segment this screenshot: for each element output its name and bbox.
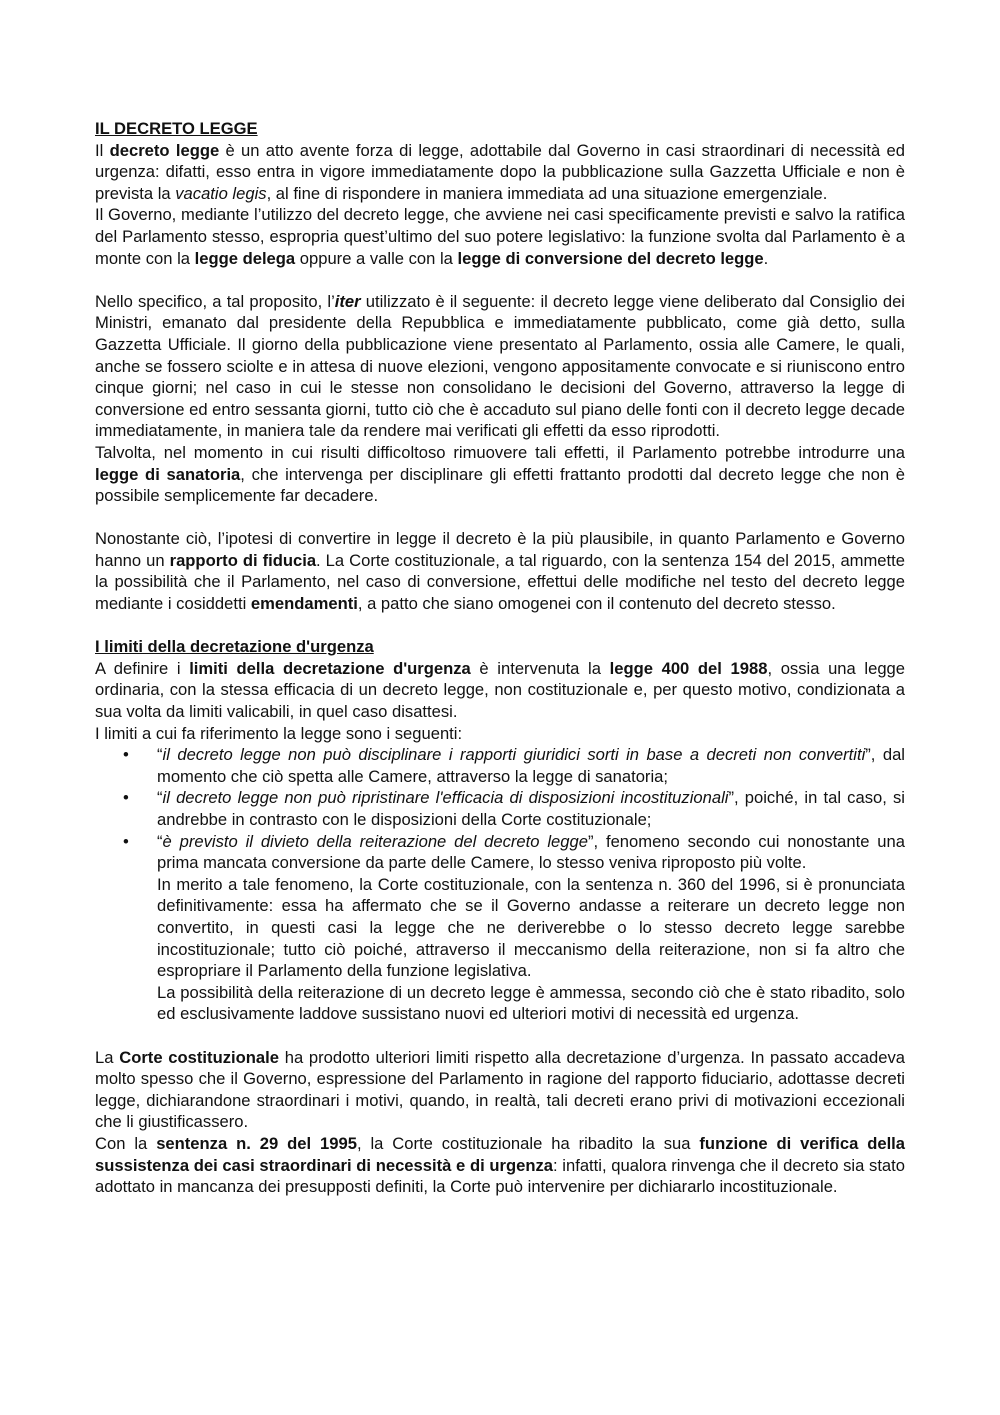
italic-term: vacatio legis — [175, 183, 267, 203]
list-subparagraph: La possibilità della reiterazione di un decreto legge è ammessa, secondo ciò che è stato ribadito, solo ed esclusivamente laddove sussistano nuovi ed ulteriori motivi di necessità ed urgenza. — [157, 982, 905, 1024]
paragraph: I limiti a cui fa riferimento la legge sono i seguenti: — [95, 723, 463, 743]
list-subparagraph: In merito a tale fenomeno, la Corte costituzionale, con la sentenza n. 360 del 1996, si è pronunciata definitivamente: essa ha affermato che se il Governo andasse a reiterare un decreto legge non convertito, in questi casi la legge che ne deriverebbe o lo stesso decreto legge sarebbe incostituzionale; tutto ciò poiché, attraverso il meccanismo della reiterazione, non si fa altro che espropriare il Parlamento della funzione legislativa. — [157, 874, 905, 981]
paragraph: Il decreto legge è un atto avente forza di legge, adottabile dal Governo in casi straordinari di necessità ed urgenza: difatti, esso entra in vigore immediatamente dopo la pubblicazione sulla Gazzetta Ufficiale e non è prevista la vacatio legis, al fine di rispondere in maniera immediata ad una situazione emergenziale. — [95, 140, 905, 203]
section-title: IL DECRETO LEGGE — [95, 119, 258, 138]
list-item: • “il decreto legge non può ripristinare l'efficacia di disposizioni incostituzionali”, poiché, in tal caso, si andrebbe in contrasto con le disposizioni della Corte costituzionale; — [123, 788, 905, 829]
list-item: • “è previsto il divieto della reiterazione del decreto legge”, fenomeno secondo cui nonostante una prima mancata conversione da parte delle Camere, lo stesso veniva riproposto più volte. — [123, 831, 905, 873]
section-title: I limiti della decretazione d'urgenza — [95, 637, 374, 657]
bold-term: limiti della decretazione d'urgenza — [189, 658, 471, 678]
bullet-icon: • — [123, 788, 129, 808]
bold-term: sentenza n. 29 del 1995 — [156, 1133, 357, 1153]
list-item: • “il decreto legge non può disciplinare i rapporti giuridici sorti in base a decreti non convertiti”, dal momento che ciò spetta alle Camere, attraverso la legge di sanatoria; — [123, 745, 905, 786]
paragraph: Nonostante ciò, l’ipotesi di convertire in legge il decreto è la più plausibile, in quanto Parlamento e Governo hanno un rapporto di fiducia. La Corte costituzionale, a tal riguardo, con la sentenza 154 del 2015, ammette la possibilità che il Parlamento, nel caso di conversione, effettui delle modifiche nel testo del decreto legge mediante i cosiddetti emendamenti, a patto che siano omogenei con il contenuto del decreto stesso. — [95, 529, 905, 614]
paragraph: Il Governo, mediante l’utilizzo del decreto legge, che avviene nei casi specificamente previsti e salvo la ratifica del Parlamento stesso, espropria quest’ultimo del suo potere legislativo: la funzione svolta dal Parlamento è a monte con la legge delega oppure a valle con la legge di conversione del decreto legge. — [95, 205, 905, 268]
bold-term: legge delega — [194, 248, 296, 268]
paragraph: A definire i limiti della decretazione d'urgenza è intervenuta la legge 400 del 1988, ossia una legge ordinaria, con la stessa efficacia di un decreto legge, non costituzionale e, per questo motivo, condizionata a sua volta da limiti valicabili, in quel caso disattesi. — [95, 658, 906, 722]
bold-term: legge 400 del 1988 — [609, 658, 768, 678]
bold-term: funzione di verifica della sussistenza dei casi straordinari di necessità e di urgenza — [95, 1133, 906, 1175]
bold-term: decreto legge — [109, 140, 220, 160]
bold-term: emendamenti — [250, 594, 358, 614]
paragraph: Nello specifico, a tal proposito, l’iter utilizzato è il seguente: il decreto legge viene deliberato dal Consiglio dei Ministri, emanato dal presidente della Repubblica e immediatamente pubblicato, come già detto, sulla Gazzetta Ufficiale. Il giorno della pubblicazione viene presentato al Parlamento, ossia alle Camere, le quali, anche se fossero sciolte e in attesa di nuove elezioni, vengono appositamente convocate e si riuniscono entro cinque giorni; nel caso in cui le stesse non consolidano le decisioni del Governo, attraverso la legge di conversione ed entro sessanta giorni, tutto ciò che è accaduto sul piano delle fonti con il decreto legge decade immediatamente, in maniera tale da rendere mai verificati gli effetti da esso riprodotti. — [95, 291, 905, 441]
bold-term: rapporto di fiducia — [169, 550, 317, 570]
paragraph: Con la sentenza n. 29 del 1995, la Corte costituzionale ha ribadito la sua funzione di verifica della sussistenza dei casi straordinari di necessità e di urgenza: infatti, qualora rinvenga che il decreto sia stato adottato in mancanza dei presupposti definiti, la Corte può intervenire per dichiararlo incostituzionale. — [95, 1133, 906, 1197]
bullet-icon: • — [123, 831, 129, 851]
paragraph: La Corte costituzionale ha prodotto ulteriori limiti rispetto alla decretazione d’urgenza. In passato accadeva molto spesso che il Governo, espressione del Parlamento in ragione del rapporto fiduciario, adottasse decreti legge, dichiarandone straordinari i motivi, quando, in realtà, tali decreti erano privi di motivazioni eccezionali che li giustificassero. — [95, 1047, 905, 1132]
bold-term: legge di sanatoria — [95, 464, 241, 484]
document-page — [95, 118, 905, 1198]
paragraph: Talvolta, nel momento in cui risulti difficoltoso rimuovere tali effetti, il Parlamento potrebbe introdurre una legge di sanatoria, che intervenga per disciplinare gli effetti frattanto prodotti dal decreto legge che non è possibile semplicemente far decadere. — [95, 442, 905, 506]
limits-list — [95, 744, 905, 874]
bold-term: Corte costituzionale — [119, 1047, 279, 1067]
bold-italic-term: iter — [334, 291, 361, 311]
bullet-icon: • — [123, 745, 129, 765]
bold-term: legge di conversione del decreto legge — [457, 248, 764, 268]
